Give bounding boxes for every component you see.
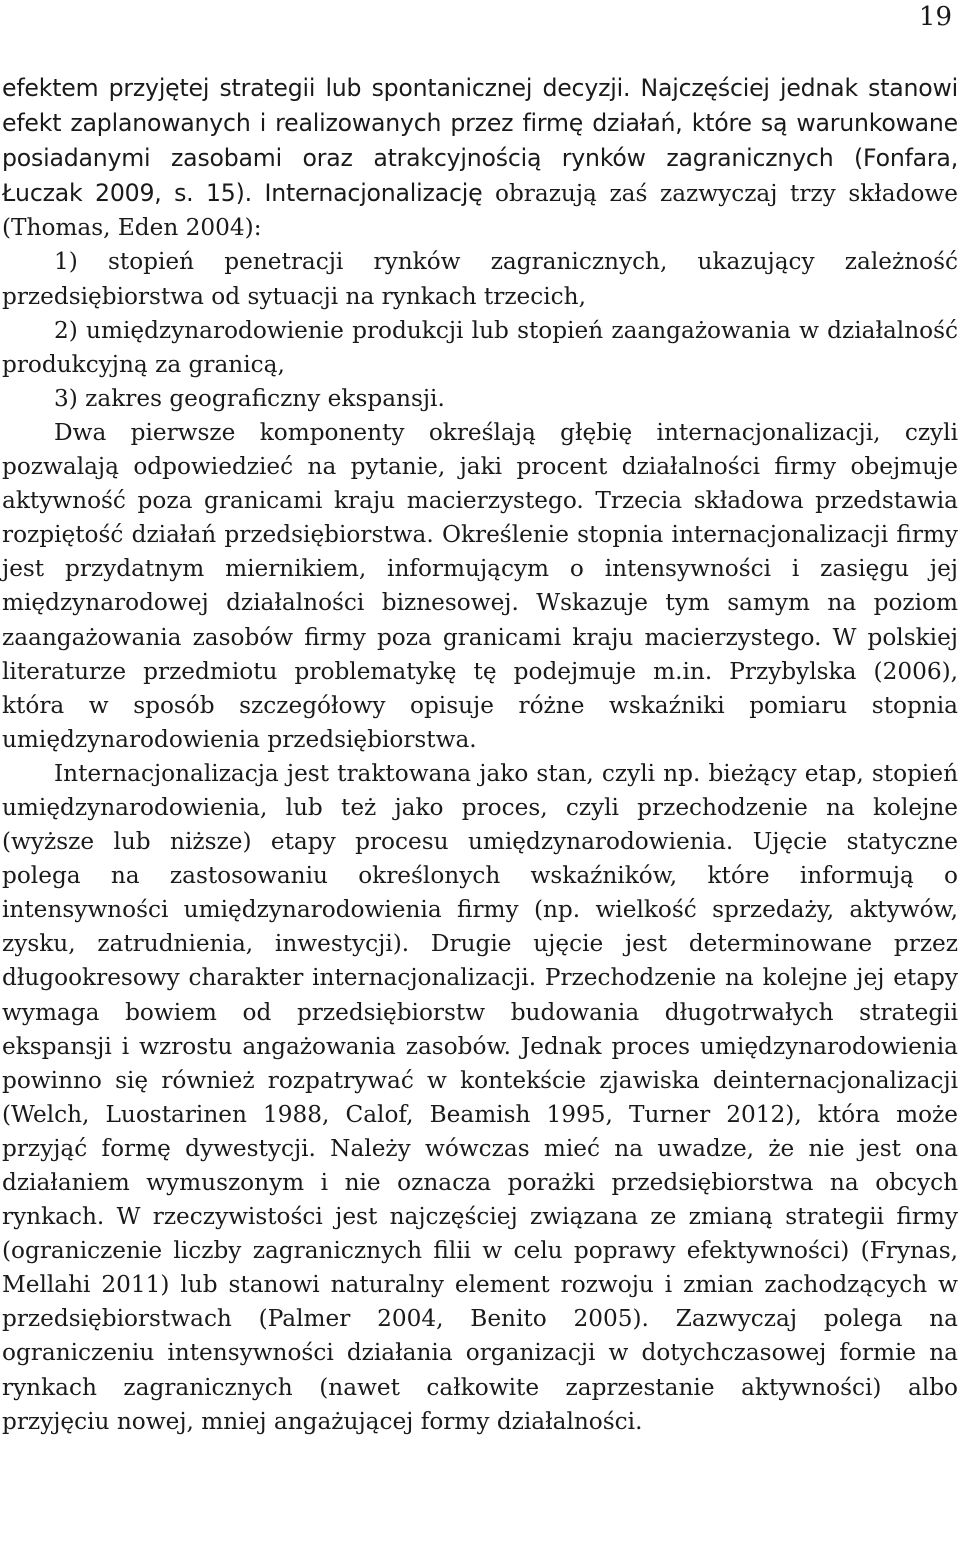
page-body [2,71,958,1439]
page-number: 19 [918,2,952,32]
paragraph-intro-sans: efektem przyjętej strategii lub spontanicznej decyzji. Najczęściej jednak stanowi efekt zaplanowanych i realizowanych przez firmę działań, które są warunkowane posiadanymi zasobami oraz atrakcyjnością rynków zagranicznych (Fonfara, Łuczak 2009, s. 15). Internacjonalizację [2,74,958,208]
paragraph-intro-serif: obrazują zaś zazwyczaj trzy składowe (Thomas, Eden 2004): [2,180,958,242]
paragraph-intro [2,71,958,245]
list-item-1: 1) stopień penetracji rynków zagranicznych, ukazujący zależność przedsiębiorstwa od sytuacji na rynkach trzecich, [2,248,958,310]
paragraph-internationalization: Internacjonalizacja jest traktowana jako stan, czyli np. bieżący etap, stopień umiędzynarodowienia, lub też jako proces, czyli przechodzenie na kolejne (wyższe lub niższe) etapy procesu umiędzynarodowienia. Ujęcie statyczne polega na zastosowaniu określonych wskaźników, które informują o intensywności umiędzynarodowienia firmy (np. wielkość sprzedaży, aktywów, zysku, zatrudnienia, inwestycji). Drugie ujęcie jest determinowane przez długookresowy charakter internacjonalizacji. Przechodzenie na kolejne jej etapy wymaga bowiem od przedsiębiorstw budowania długotrwałych strategii ekspansji i wzrostu angażowania zasobów. Jednak proces umiędzynarodowienia powinno się również rozpatrywać w kontekście zjawiska deinternacjonalizacji (Welch, Luostarinen 1988, Calof, Beamish 1995, Turner 2012), która może przyjąć formę dywestycji. Należy wówczas mieć na uwadze, że nie jest ona działaniem wymuszonym i nie oznacza porażki przedsiębiorstwa na obcych rynkach. W rzeczywistości jest najczęściej związana ze zmianą strategii firmy (ograniczenie liczby zagranicznych filii w celu poprawy efektywności) (Frynas, Mellahi 2011) lub stanowi naturalny element rozwoju i zmian zachodzących w przedsiębiorstwach (Palmer 2004, Benito 2005). Zazwyczaj polega na ograniczeniu intensywności działania organizacji w dotychczasowej formie na rynkach zagranicznych (nawet całkowite zaprzestanie aktywności) albo przyjęciu nowej, mniej angażującej formy działalności. [2,759,958,1435]
list-item-2: 2) umiędzynarodowienie produkcji lub stopień zaangażowania w działalność produkcyjną za granicą, [2,316,958,378]
list-item-3: 3) zakres geograficzny ekspansji. [54,384,445,412]
paragraph-components: Dwa pierwsze komponenty określają głębię internacjonalizacji, czyli pozwalają odpowiedzieć na pytanie, jaki procent działalności firmy obejmuje aktywność poza granicami kraju macierzystego. Trzecia składowa przedstawia rozpiętość działań przedsiębiorstwa. Określenie stopnia internacjonalizacji firmy jest przydatnym miernikiem, informującym o intensywności i zasięgu jej międzynarodowej działalności biznesowej. Wskazuje tym samym na poziom zaangażowania zasobów firmy poza granicami kraju macierzystego. W polskiej literaturze przedmiotu problematykę tę podejmuje m.in. Przybylska (2006), która w sposób szczegółowy opisuje różne wskaźniki pomiaru stopnia umiędzynarodowienia przedsiębiorstwa. [2,418,958,753]
